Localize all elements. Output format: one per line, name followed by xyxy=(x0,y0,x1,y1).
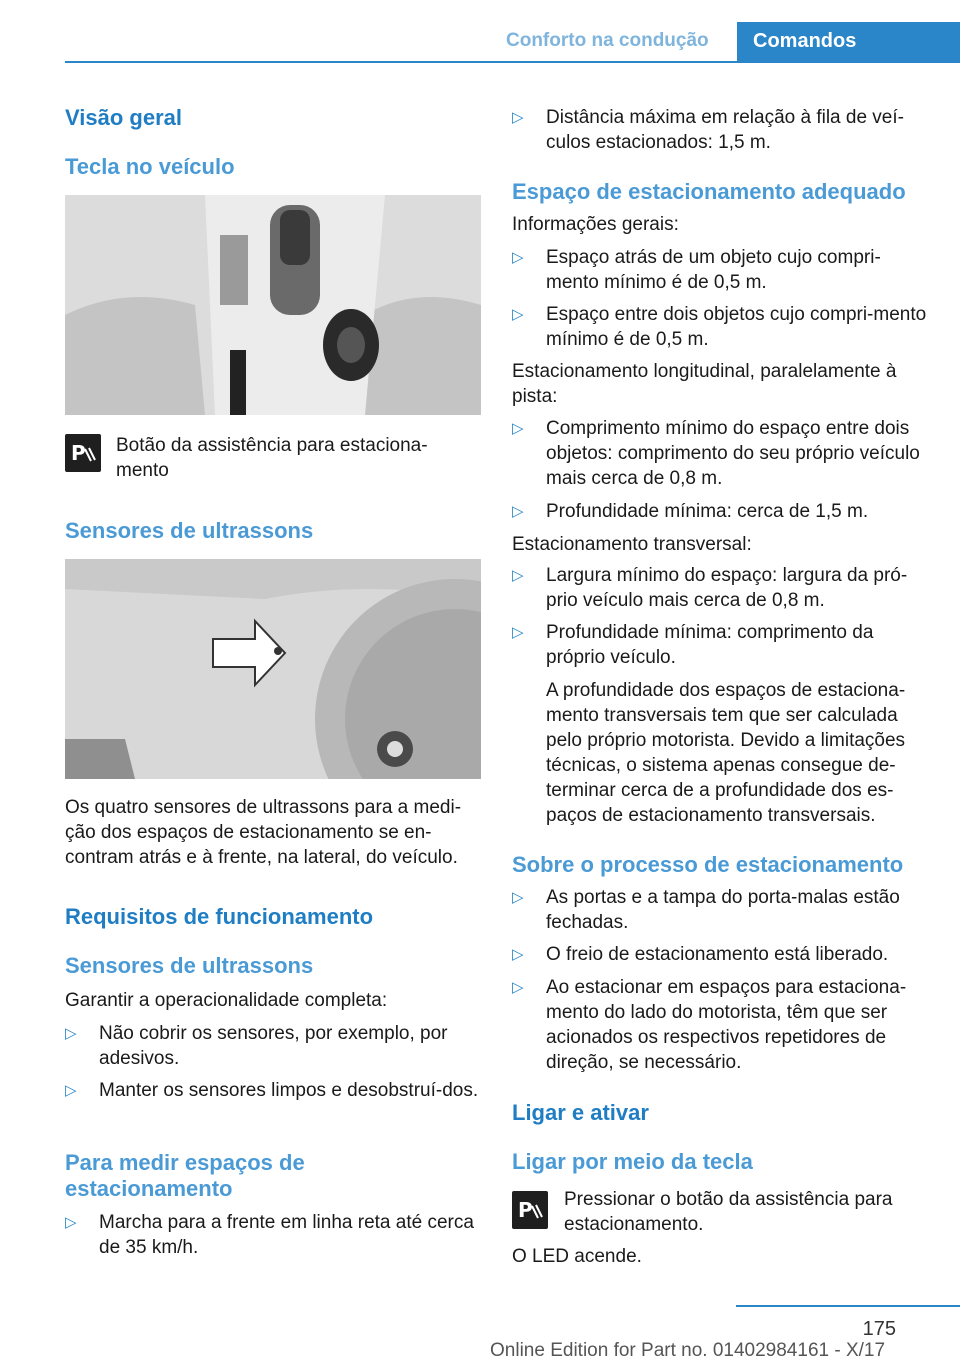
heading-visao-geral: Visão geral xyxy=(65,105,182,130)
list-item-text: Comprimento mínimo do espaço entre dois objetos: comprimento do seu próprio veículo mais cerca de 0,8 m. xyxy=(546,418,920,489)
bullet-triangle-icon: ▷ xyxy=(65,1082,77,1099)
heading-sensores: Sensores de ultrassons xyxy=(65,518,314,543)
bullet-triangle-icon: ▷ xyxy=(512,306,524,323)
led-text: O LED acende. xyxy=(512,1246,642,1267)
footer-edition: Online Edition for Part no. 01402984161 - X/17 xyxy=(490,1340,886,1361)
heading-ligar-tecla: Ligar por meio da tecla xyxy=(512,1149,753,1174)
header-tab xyxy=(737,22,960,63)
list-item-text: Não cobrir os sensores, por exemplo, por adesivos. xyxy=(99,1023,448,1069)
svg-text:P: P xyxy=(518,1198,533,1222)
heading-processo: Sobre o processo de estacionamento xyxy=(512,852,904,877)
header-section: Conforto na condução xyxy=(506,30,709,51)
list-item-text: O freio de estacionamento está liberado. xyxy=(546,944,889,965)
transversal-text: Estacionamento transversal: xyxy=(512,534,752,555)
bullet-triangle-icon: ▷ xyxy=(512,979,524,996)
svg-text:P: P xyxy=(71,441,86,465)
header-tab-label: Comandos xyxy=(753,30,857,52)
bullet-triangle-icon: ▷ xyxy=(512,889,524,906)
transversal-note: A profundidade dos espaços de estaciona‐mento transversais tem que ser calculada pelo próprio motorista. Devido a limitações técnicas, o sistema apenas consegue de‐terminar cerca de a profundidade dos es‐paços de estacionamento transversais. xyxy=(546,680,906,826)
list-item-text: Largura mínimo do espaço: largura da pró‐prio veículo mais cerca de 0,8 m. xyxy=(546,565,908,611)
bullet-triangle-icon: ▷ xyxy=(512,624,524,641)
bullet-triangle-icon: ▷ xyxy=(512,503,524,520)
list-item-text: Profundidade mínima: cerca de 1,5 m. xyxy=(546,501,869,522)
list-item-text: Profundidade mínima: comprimento da próprio veículo. xyxy=(546,622,874,668)
list-item-text: Espaço entre dois objetos cujo compri‐mento mínimo é de 0,5 m. xyxy=(546,304,927,350)
park-assist-button-icon xyxy=(512,1191,548,1229)
bullet-triangle-icon: ▷ xyxy=(512,249,524,266)
heading-ligar: Ligar e ativar xyxy=(512,1100,649,1125)
longitudinal-text: Estacionamento longitudinal, paralelamente à pista: xyxy=(512,361,897,407)
heading-espaco: Espaço de estacionamento adequado xyxy=(512,179,906,204)
list-item-text: Manter os sensores limpos e desobstruí‐dos. xyxy=(99,1080,479,1101)
press-text: Pressionar o botão da assistência para estacionamento. xyxy=(564,1189,893,1235)
heading-requisitos: Requisitos de funcionamento xyxy=(65,904,374,929)
footer-rule xyxy=(736,1305,960,1307)
heading-tecla: Tecla no veículo xyxy=(65,154,235,179)
sensor-image xyxy=(65,559,481,779)
bullet-triangle-icon: ▷ xyxy=(512,420,524,437)
page-number: 175 xyxy=(862,1318,896,1340)
garantir-text: Garantir a operacionalidade completa: xyxy=(65,990,388,1011)
bullet-triangle-icon: ▷ xyxy=(512,567,524,584)
bullet-triangle-icon: ▷ xyxy=(512,946,524,963)
bullet-triangle-icon: ▷ xyxy=(512,109,524,126)
park-assist-button-icon xyxy=(65,434,101,472)
bullet-triangle-icon: ▷ xyxy=(65,1025,77,1042)
list-item-text: Ao estacionar em espaços para estaciona‐mento do lado do motorista, têm que ser acionados os respectivos repetidores de direção, se necessário. xyxy=(546,977,907,1073)
console-illustration xyxy=(65,195,481,415)
heading-sensores-2: Sensores de ultrassons xyxy=(65,953,314,978)
sensores-text: Os quatro sensores de ultrassons para a medi‐ção dos espaços de estacionamento se en‐contram atrás e à frente, na lateral, do veículo. xyxy=(65,797,462,868)
info-text: Informações gerais: xyxy=(512,214,679,235)
list-item-text: Espaço atrás de um objeto cujo compri‐mento mínimo é de 0,5 m. xyxy=(546,247,881,293)
list-item-text: Distância máxima em relação à fila de veí‐culos estacionados: 1,5 m. xyxy=(546,107,904,153)
sensor-illustration xyxy=(65,559,481,779)
bullet-triangle-icon: ▷ xyxy=(65,1214,77,1231)
heading-medir: Para medir espaços de estacionamento xyxy=(65,1150,305,1201)
console-image xyxy=(65,195,481,415)
header-rule xyxy=(65,61,960,63)
button-caption: Botão da assistência para estaciona‐ mento xyxy=(116,435,428,481)
list-item-text: Marcha para a frente em linha reta até cerca de 35 km/h. xyxy=(99,1212,474,1258)
list-item-text: As portas e a tampa do porta-malas estão fechadas. xyxy=(546,887,900,933)
